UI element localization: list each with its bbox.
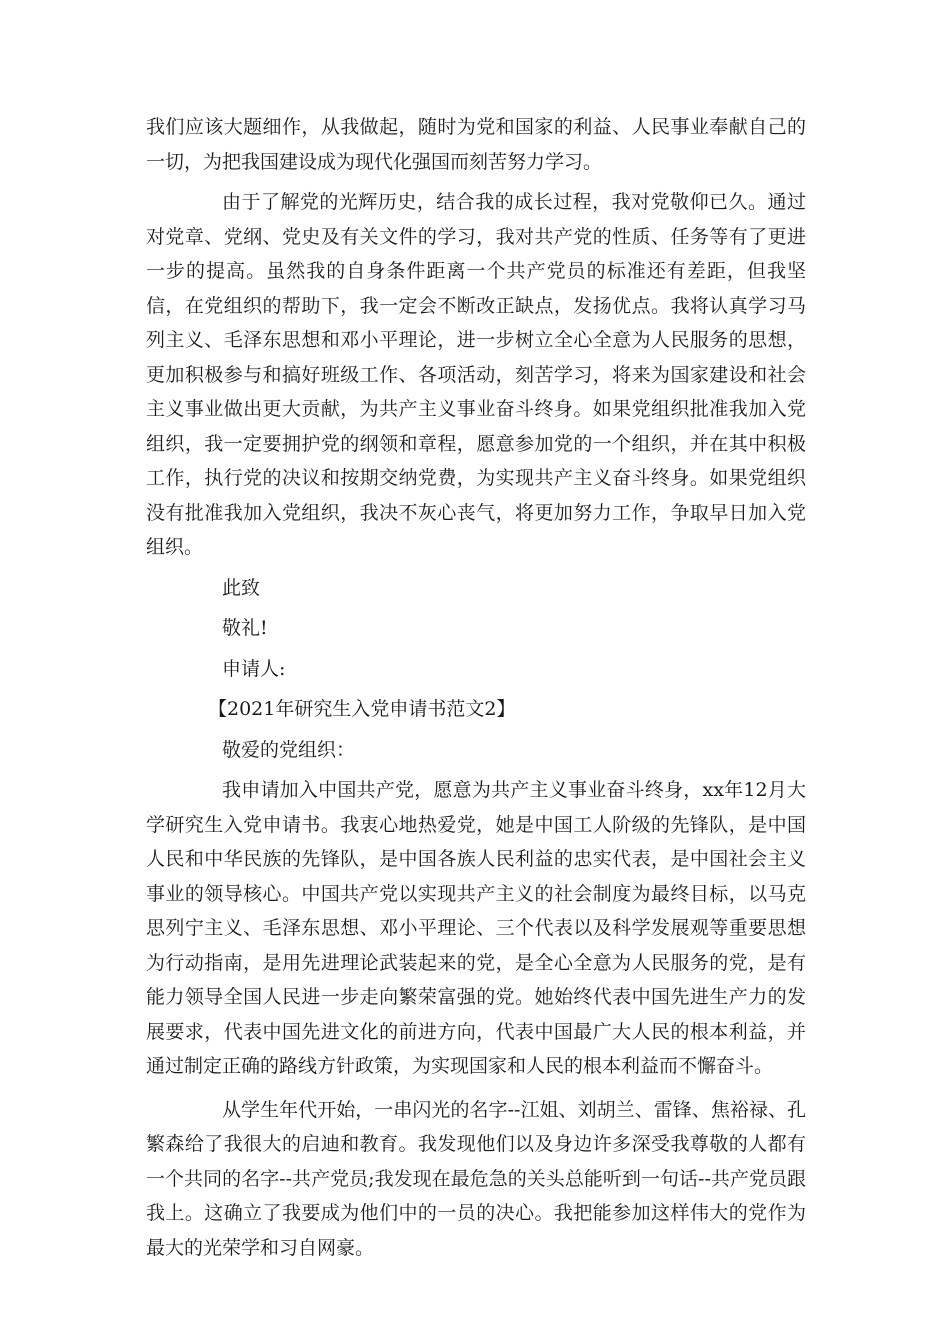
closing-salutation: 此致 bbox=[222, 576, 261, 599]
paragraph-role-models: 从学生年代开始，一串闪光的名字--江姐、刘胡兰、雷锋、焦裕禄、孔繁森给了我很大的启迪和教育。我发现他们以及身边许多深受我尊敬的人都有一个共同的名字--共产党员;我发现在最危急的关头总能听到一句话--共产党员跟我上。这确立了我要成为他们中的一员的决心。我把能参加这样伟大的党作为最大的光荣学和习自网豪。 bbox=[146, 1098, 806, 1259]
paragraph-reverence: 由于了解党的光辉历史，结合我的成长过程，我对党敬仰已久。通过对党章、党纲、党史及有关文件的学习，我对共产党的性质、任务等有了更进一步的提高。虽然我的自身条件距离一个共产党员的标准还有差距，但我坚信，在党组织的帮助下，我一定会不断改正缺点，发扬优点。我将认真学习马列主义、毛泽东思想和邓小平理论，进一步树立全心全意为人民服务的思想，更加积极参与和搞好班级工作、各项活动，刻苦学习，将来为国家建设和社会主义事业做出更大贡献，为共产主义事业奋斗终身。如果党组织批准我加入党组织，我一定要拥护党的纲领和章程，愿意参加党的一个组织，并在其中积极工作，执行党的决议和按期交纳党费，为实现共产主义奋斗终身。如果党组织没有批准我加入党组织，我决不灰心丧气，将更加努力工作，争取早日加入党组织。 bbox=[146, 191, 806, 558]
applicant-signature: 申请人: bbox=[222, 657, 286, 680]
document-body bbox=[146, 110, 806, 1265]
closing-regards: 敬礼! bbox=[222, 617, 268, 639]
greeting: 敬爱的党组织： bbox=[222, 738, 356, 761]
paragraph-application: 我申请加入中国共产党，愿意为共产主义事业奋斗终身，xx年12月大学研究生入党申请书。我衷心地热爱党，她是中国工人阶级的先锋队，是中国人民和中华民族的先锋队，是中国各族人民利益的忠实代表，是中国社会主义事业的领导核心。中国共产党以实现共产主义的社会制度为最终目标，以马克思列宁主义、毛泽东思想、邓小平理论、三个代表以及科学发展观等重要思想为行动指南，是用先进理论武装起来的党，是全心全意为人民服务的党，是有能力领导全国人民进一步走向繁荣富强的党。她始终代表中国先进生产力的发展要求，代表中国先进文化的前进方向，代表中国最广大人民的根本利益，并通过制定正确的路线方针政策，为实现国家和人民的根本利益而不懈奋斗。 bbox=[146, 779, 806, 1077]
paragraph-continuation: 我们应该大题细作，从我做起，随时为党和国家的利益、人民事业奉献自己的一切，为把我国建设成为现代化强国而刻苦努力学习。 bbox=[146, 116, 806, 173]
section-heading: 【2021年研究生入党申请书范文2】 bbox=[208, 698, 516, 720]
